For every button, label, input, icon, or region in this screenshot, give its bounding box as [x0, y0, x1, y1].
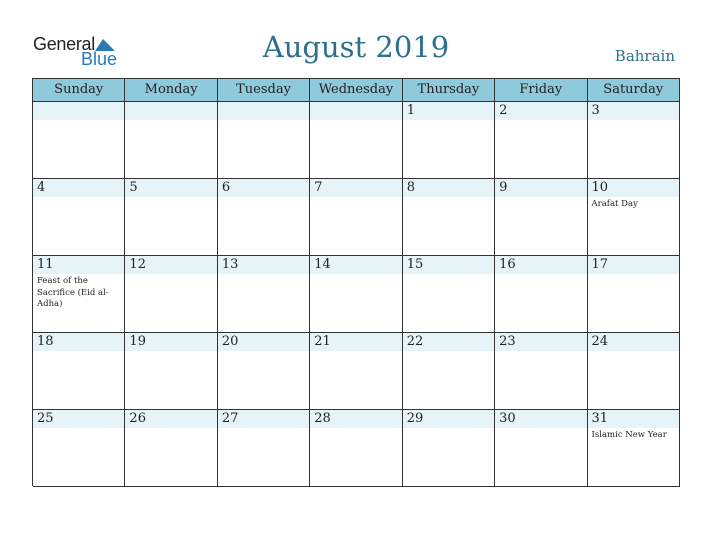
- day-cell: [588, 179, 680, 256]
- day-number: 4: [37, 180, 46, 195]
- day-cell: [310, 410, 402, 487]
- day-number: 8: [406, 180, 415, 195]
- calendar-grid: [32, 78, 680, 486]
- day-cell: [495, 256, 587, 333]
- day-cell: [403, 256, 495, 333]
- day-cell: [33, 256, 125, 333]
- weekday-wednesday: Wednesday: [310, 79, 402, 102]
- calendar-week-row: [33, 256, 680, 333]
- day-band: [33, 102, 124, 120]
- day-cell: [403, 102, 495, 179]
- day-cell: [218, 256, 310, 333]
- weekday-friday: Friday: [495, 79, 587, 102]
- day-cell: [125, 256, 217, 333]
- day-number: 31: [591, 411, 609, 426]
- day-number: 3: [591, 103, 600, 118]
- day-cell: [218, 179, 310, 256]
- day-cell: [403, 333, 495, 410]
- day-number: 21: [314, 334, 331, 349]
- day-number: 20: [221, 334, 239, 349]
- day-band: [495, 102, 586, 120]
- day-number: 12: [129, 257, 146, 272]
- day-band: [403, 102, 494, 120]
- calendar-week-row: [33, 102, 680, 179]
- day-number: 25: [37, 411, 54, 426]
- day-cell: [495, 410, 587, 487]
- day-cell: [310, 256, 402, 333]
- day-cell: [495, 179, 587, 256]
- day-number: 10: [591, 180, 609, 195]
- day-number: 17: [591, 257, 609, 272]
- holiday-label: Arafat Day: [591, 199, 638, 209]
- day-cell: [495, 333, 587, 410]
- calendar-title: August 2019: [262, 30, 450, 64]
- day-number: 5: [129, 180, 138, 195]
- day-cell: [403, 410, 495, 487]
- calendar-week-row: [33, 410, 680, 487]
- day-cell: [218, 410, 310, 487]
- day-number: 14: [314, 257, 331, 272]
- day-cell: [403, 179, 495, 256]
- day-cell: [33, 333, 125, 410]
- day-number: 18: [37, 334, 54, 349]
- day-band: [125, 102, 216, 120]
- day-number: 28: [314, 411, 331, 426]
- weekday-monday: Monday: [125, 79, 217, 102]
- calendar-week-row: [33, 333, 680, 410]
- holiday-label: Islamic New Year: [591, 430, 667, 440]
- day-number: 29: [406, 411, 424, 426]
- day-band: [403, 179, 494, 197]
- day-cell: [125, 410, 217, 487]
- day-band: [218, 102, 309, 120]
- calendar-week-row: [33, 179, 680, 256]
- calendar-weeks: [33, 102, 680, 487]
- day-cell: [588, 102, 680, 179]
- day-number: 11: [37, 257, 54, 272]
- holiday-label: Feast of the Sacrifice (Eid al-Adha): [37, 276, 109, 309]
- day-band: [310, 102, 401, 120]
- day-number: 6: [221, 180, 231, 195]
- day-band: [588, 102, 679, 120]
- day-number: 27: [221, 411, 239, 426]
- weekday-saturday: Saturday: [588, 79, 680, 102]
- day-cell: [33, 102, 125, 179]
- day-cell: [125, 333, 217, 410]
- day-band: [495, 179, 586, 197]
- day-number: 30: [499, 411, 516, 426]
- day-cell: [588, 256, 680, 333]
- day-number: 16: [499, 257, 516, 272]
- day-number: 22: [406, 334, 424, 349]
- weekday-sunday: Sunday: [33, 79, 125, 102]
- day-cell: [310, 333, 402, 410]
- day-number: 9: [499, 180, 508, 195]
- day-number: 1: [406, 103, 415, 118]
- day-number: 19: [129, 334, 146, 349]
- day-cell: [588, 333, 680, 410]
- day-cell: [33, 410, 125, 487]
- logo-general-text: General: [33, 34, 95, 54]
- day-cell: [495, 102, 587, 179]
- day-cell: [588, 410, 680, 487]
- day-band: [310, 179, 401, 197]
- day-cell: [310, 179, 402, 256]
- day-number: 13: [221, 257, 239, 272]
- day-number: 7: [314, 180, 323, 195]
- day-number: 15: [406, 257, 424, 272]
- day-band: [218, 179, 309, 197]
- day-number: 2: [499, 103, 508, 118]
- country-label: Bahrain: [614, 47, 675, 65]
- day-cell: [125, 102, 217, 179]
- day-band: [125, 179, 216, 197]
- day-cell: [33, 179, 125, 256]
- generalblue-logo: [33, 34, 133, 70]
- day-cell: [125, 179, 217, 256]
- day-band: [33, 179, 124, 197]
- weekday-tuesday: Tuesday: [218, 79, 310, 102]
- day-number: 23: [499, 334, 516, 349]
- day-number: 26: [129, 411, 146, 426]
- day-cell: [310, 102, 402, 179]
- weekday-header-row: [33, 79, 680, 102]
- weekday-thursday: Thursday: [403, 79, 495, 102]
- day-cell: [218, 102, 310, 179]
- day-number: 24: [591, 334, 609, 349]
- day-cell: [218, 333, 310, 410]
- logo-blue-text: Blue: [81, 49, 118, 69]
